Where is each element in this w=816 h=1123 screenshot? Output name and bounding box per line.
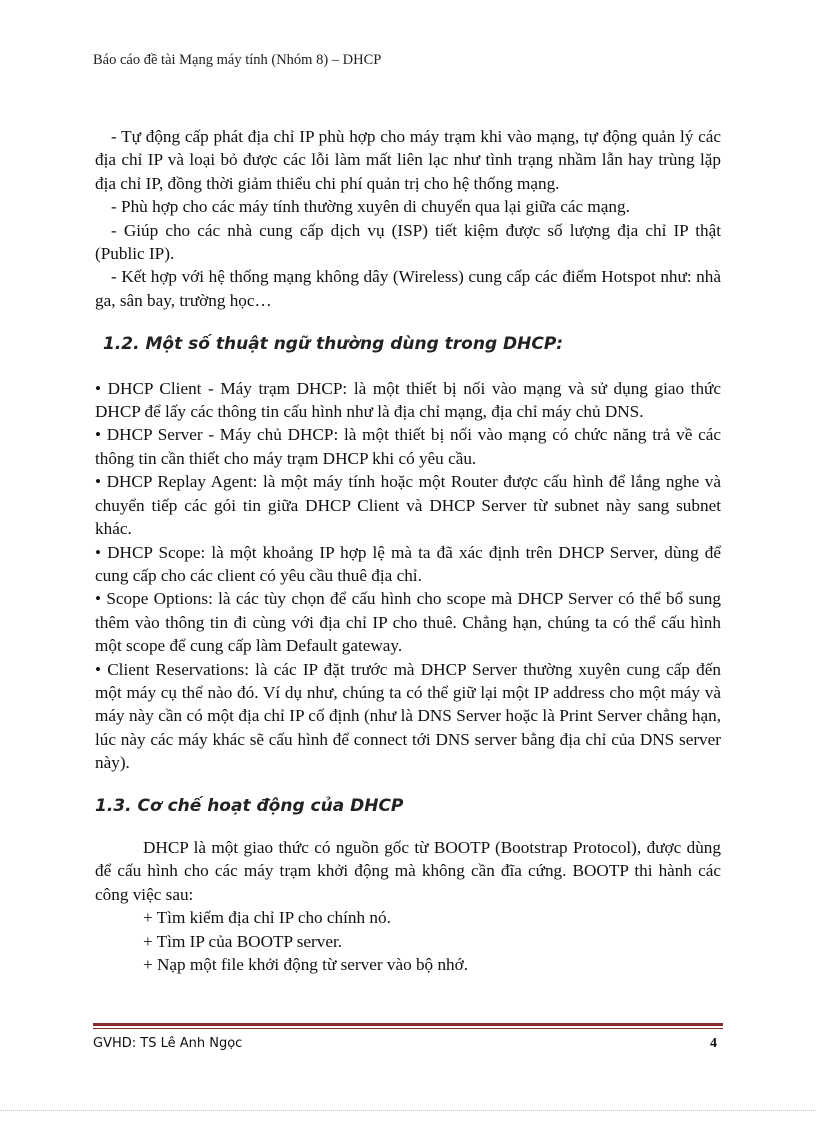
section-heading-1-2: 1.2. Một số thuật ngữ thường dùng trong DHCP: (103, 334, 564, 355)
term-item: • DHCP Replay Agent: là một máy tính hoặc một Router được cấu hình để lắng nghe và chuyển tiếp các gói tin giữa DHCP Client và DHCP Server từ subnet này sang subnet khác. (95, 472, 721, 539)
footer-supervisor: GVHD: TS Lê Anh Ngọc (93, 1036, 243, 1051)
mechanism-paragraph: DHCP là một giao thức có nguồn gốc từ BOOTP (Bootstrap Protocol), được dùng để cấu hình cho các máy trạm khởi động mà không cần đĩa cứng. BOOTP thi hành các công việc sau: (95, 837, 721, 904)
bootp-step: + Tìm IP của BOOTP server. (143, 931, 343, 951)
running-header: Báo cáo đề tài Mạng máy tính (Nhóm 8) – DHCP (93, 52, 382, 68)
term-item: • Scope Options: là các tùy chọn để cấu hình cho scope mà DHCP Server có thể bổ sung thêm vào thông tin đi cùng với địa chỉ IP cho thuê. Chẳng hạn, chúng ta có thể cấu hình một scope để cung cấp làm Default gateway. (95, 589, 721, 656)
term-item: • DHCP Scope: là một khoảng IP hợp lệ mà ta đã xác định trên DHCP Server, dùng để cung cấp cho các client có yêu cầu thuê địa chỉ. (95, 542, 721, 585)
term-item: • Client Reservations: là các IP đặt trước mà DHCP Server thường xuyên cung cấp đến một máy cụ thể nào đó. Ví dụ như, chúng ta có thể giữ lại một IP address cho một máy và máy này cần có một địa chỉ IP cố định (như là DNS Server hoặc là Print Server chẳng hạn, lúc này các máy khác sẽ cấu hình để connect tới DNS server bằng địa chỉ của DNS server này). (95, 659, 721, 773)
bootp-step: + Tìm kiếm địa chỉ IP cho chính nó. (143, 908, 391, 928)
page-edge-divider (0, 1110, 816, 1111)
intro-bullet: - Tự động cấp phát địa chỉ IP phù hợp cho máy trạm khi vào mạng, tự động quản lý các địa chỉ IP và loại bỏ được các lỗi làm mất liên lạc như tình trạng nhầm lẫn hay trùng lặp địa chỉ IP, đồng thời giảm thiểu chi phí quản trị cho hệ thống mạng. (95, 127, 721, 193)
footer-divider-thick (93, 1023, 723, 1026)
intro-bullet: - Giúp cho các nhà cung cấp dịch vụ (ISP) tiết kiệm được số lượng địa chỉ IP thật (Public IP). (95, 220, 721, 264)
footer-divider (93, 1023, 723, 1029)
page-body (95, 125, 721, 976)
section-heading-1-3: 1.3. Cơ chế hoạt động của DHCP (95, 795, 404, 816)
bootp-step: + Nạp một file khởi động từ server vào bộ nhớ. (143, 955, 469, 974)
intro-bullet: - Phù hợp cho các máy tính thường xuyên di chuyển qua lại giữa các mạng. (111, 197, 630, 217)
intro-bullet: - Kết hợp với hệ thống mạng không dây (Wireless) cung cấp các điểm Hotspot như: nhà ga, sân bay, trường học… (95, 267, 721, 310)
page-number: 4 (710, 1036, 717, 1051)
term-item: • DHCP Server - Máy chủ DHCP: là một thiết bị nối vào mạng có chức năng trả về các thông tin cần thiết cho máy trạm DHCP khi có yêu cầu. (95, 425, 721, 468)
footer-divider-thin (93, 1028, 723, 1029)
term-item: • DHCP Client - Máy trạm DHCP: là một thiết bị nối vào mạng và sử dụng giao thức DHCP để lấy các thông tin cấu hình như là địa chỉ mạng, địa chỉ máy chủ DNS. (95, 378, 721, 422)
